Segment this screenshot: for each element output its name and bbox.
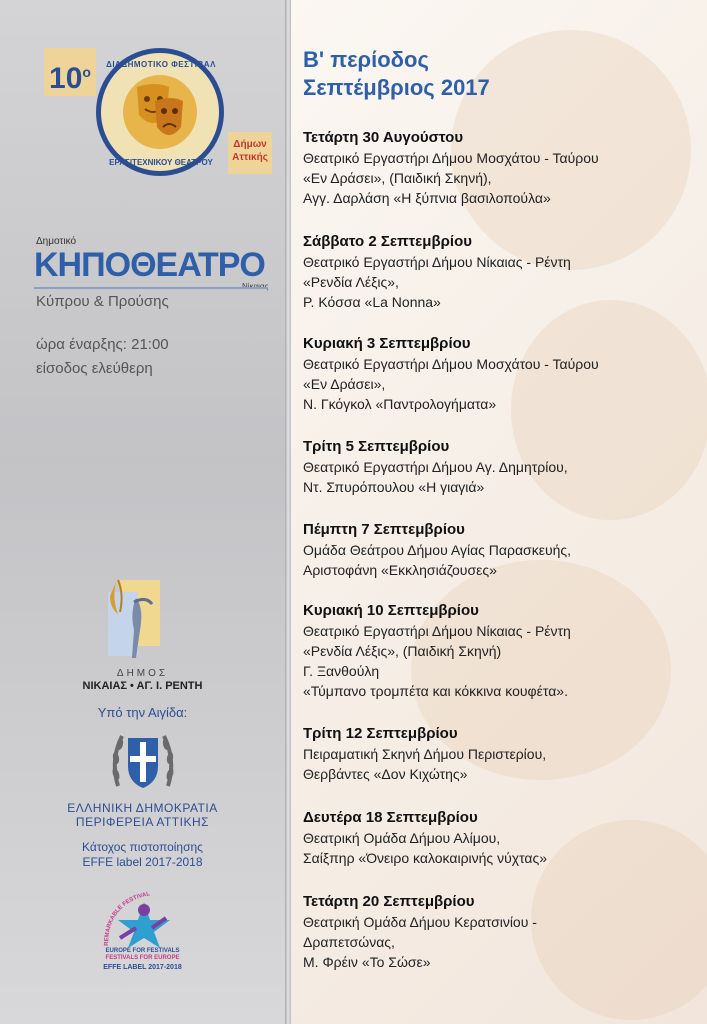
event-line: «Εν Δράσει», (303, 376, 386, 392)
festival-title-top: ΔΙΑΔΗΜΟΤΙΚΟ ΦΕΣΤΙΒΑΛ (106, 60, 216, 69)
event-line: «Εν Δράσει», (Παιδική Σκηνή), (303, 170, 492, 186)
event-line: Θεατρικό Εργαστήρι Δήμου Νίκαιας - Ρέντη (303, 623, 571, 639)
festival-emblem-center (123, 75, 197, 149)
event-item (303, 334, 698, 414)
venue-prefix: Δημοτικό (36, 236, 77, 247)
festival-municipality-label: Δήμων Αττικής (228, 132, 272, 174)
event-item (303, 232, 698, 312)
effe-arc-text: REMARKABLE FESTIVAL (103, 891, 151, 946)
event-line: Θεατρικό Εργαστήρι Δήμου Μοσχάτου - Ταύρου (303, 356, 599, 372)
event-line: Αριστοφάνη «Εκκλησιάζουσες» (303, 562, 497, 578)
greek-emblem-icon (108, 726, 178, 794)
event-line: Δραπετσώνας, (303, 934, 395, 950)
municipality-label: ΔΗΜΟΣ (116, 668, 169, 679)
event-item (303, 808, 698, 868)
period-line2: Σεπτέμβριος 2017 (303, 75, 490, 100)
event-line: Γ. Ξανθούλη (303, 663, 380, 679)
entry-info: είσοδος ελεύθερη (36, 360, 153, 377)
event-date: Δευτέρα 18 Σεπτεμβρίου (303, 809, 478, 826)
festival-edition: $10^o$ (44, 48, 96, 96)
event-line: Μ. Φρέιν «Το Σώσε» (303, 954, 431, 970)
event-item (303, 128, 698, 208)
start-time: ώρα έναρξης: 21:00 (36, 336, 169, 353)
event-line: Θερβάντες «Δον Κιχώτης» (303, 766, 468, 782)
period-heading (303, 46, 490, 102)
event-line: Αγγ. Δαρλάση «Η ξύπνια βασιλοπούλα» (303, 190, 551, 206)
event-item (303, 892, 698, 972)
event-line: Ντ. Σπυρόπουλου «Η γιαγιά» (303, 479, 485, 495)
event-line: Ομάδα Θεάτρου Δήμου Αγίας Παρασκευής, (303, 542, 572, 558)
cert-line2: EFFE label 2017-2018 (82, 855, 203, 869)
event-date: Τρίτη 5 Σεπτεμβρίου (303, 438, 450, 455)
theatre-masks-icon (133, 81, 187, 143)
effe-line2: FESTIVALS FOR EUROPE (105, 955, 180, 961)
event-date: Τετάρτη 20 Σεπτεμβρίου (303, 893, 475, 910)
event-item (303, 437, 698, 497)
event-line: Θεατρικό Εργαστήρι Δήμου Αγ. Δημητρίου, (303, 459, 568, 475)
event-line: Ρ. Κόσσα «La Nonna» (303, 294, 441, 310)
effe-line3: EFFE LABEL 2017-2018 (103, 964, 182, 971)
event-date: Τρίτη 12 Σεπτεμβρίου (303, 725, 458, 742)
event-item (303, 520, 698, 580)
venue-name: ΚΗΠΟΘΕΑΤΡΟ (34, 246, 265, 284)
event-item (303, 601, 698, 701)
event-date: Τετάρτη 30 Αυγούστου (303, 129, 464, 146)
event-line: Θεατρική Ομάδα Δήμου Αλίμου, (303, 830, 501, 846)
festival-logo (36, 40, 272, 190)
effe-line1: EUROPE FOR FESTIVALS (105, 948, 180, 954)
event-line: Θεατρικό Εργαστήρι Δήμου Νίκαιας - Ρέντη (303, 254, 571, 270)
gov-line1: ΕΛΛΗΝΙΚΗ ΔΗΜΟΚΡΑΤΙΑ (67, 801, 218, 815)
event-line: Πειραματική Σκηνή Δήμου Περιστερίου, (303, 746, 547, 762)
event-line: Ν. Γκόγκολ «Παντρολογήματα» (303, 396, 497, 412)
event-item (303, 724, 698, 784)
event-date: Πέμπτη 7 Σεπτεμβρίου (303, 521, 465, 538)
venue-underline (34, 287, 268, 289)
event-line: Θεατρική Ομάδα Δήμου Κερατσινίου - (303, 914, 537, 930)
period-line1: Β' περίοδος (303, 47, 429, 72)
municipality-logo-icon (106, 578, 162, 660)
municipality-name: ΝΙΚΑΙΑΣ • ΑΓ. Ι. ΡΕΝΤΗ (82, 680, 203, 692)
event-line: «Ρενδία Λέξις», (303, 274, 399, 290)
event-date: Σάββατο 2 Σεπτεμβρίου (303, 233, 472, 250)
gov-line2: ΠΕΡΙΦΕΡΕΙΑ ΑΤΤΙΚΗΣ (75, 815, 210, 829)
venue-address: Κύπρου & Προύσης (36, 293, 169, 310)
event-date: Κυριακή 10 Σεπτεμβρίου (303, 602, 479, 619)
festival-title-bottom: ΕΡΑΣΙΤΕΧΝΙΚΟΥ ΘΕΑΤΡΟΥ (109, 158, 213, 167)
aegis-label: Υπό την Αιγίδα: (97, 705, 188, 720)
event-line: «Ρενδία Λέξις», (Παιδική Σκηνή) (303, 643, 502, 659)
cert-line1: Κάτοχος πιστοποίησης (82, 840, 203, 854)
event-line: «Τύμπανο τρομπέτα και κόκκινα κουφέτα». (303, 683, 568, 699)
event-line: Θεατρικό Εργαστήρι Δήμου Μοσχάτου - Ταύρου (303, 150, 599, 166)
event-date: Κυριακή 3 Σεπτεμβρίου (303, 335, 471, 352)
event-line: Σαίξπηρ «Όνειρο καλοκαιρινής νύχτας» (303, 850, 548, 866)
